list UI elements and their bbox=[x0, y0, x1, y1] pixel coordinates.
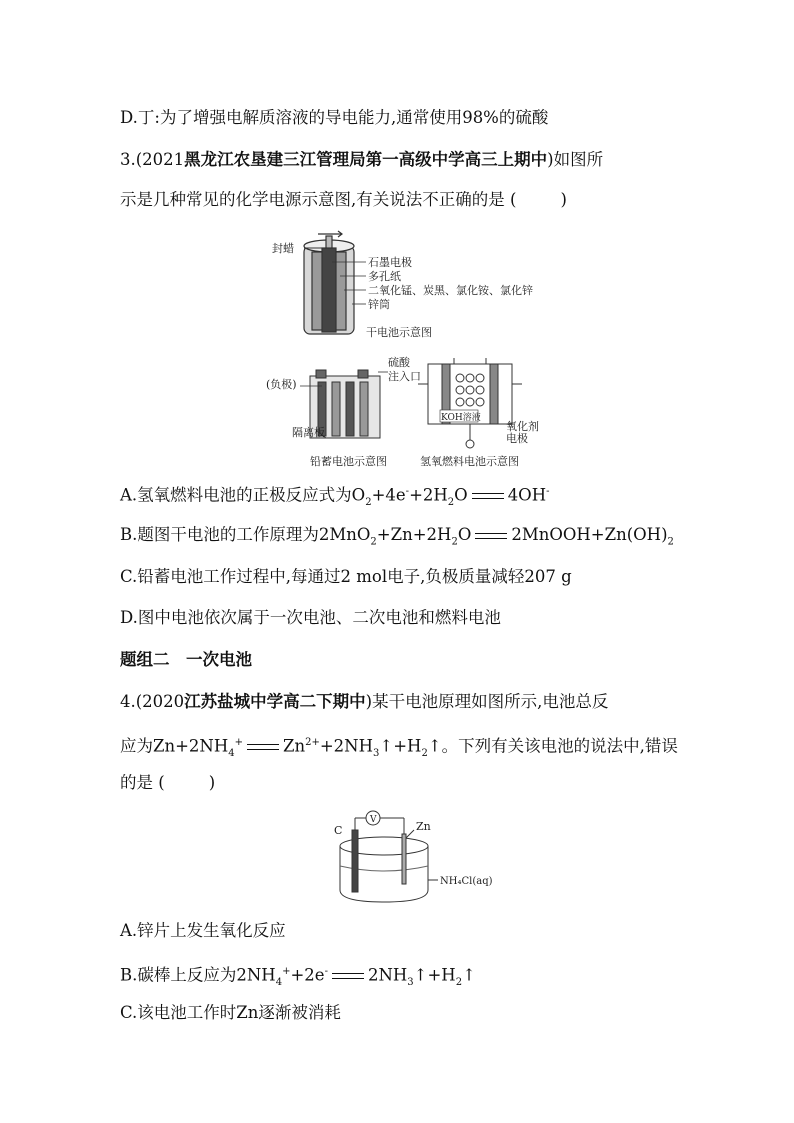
fuel-cell-oxidant-label-2: 电极 bbox=[506, 432, 528, 445]
carbon-rod-label: C bbox=[334, 824, 343, 837]
lead-acid-separator-label: 隔离板 bbox=[292, 426, 325, 439]
lead-acid-acid-label-2: 注入口 bbox=[388, 370, 421, 383]
equals-sign bbox=[475, 533, 507, 539]
question-3-option-a: A.氢氧燃料电池的正极反应式为$O_2+4e^-+2H_2O$ 4OH- bbox=[120, 485, 550, 508]
dry-cell-porous-label: 多孔纸 bbox=[368, 270, 401, 283]
fuel-cell-figure bbox=[414, 354, 544, 470]
zinc-label: Zn bbox=[416, 820, 431, 833]
dry-cell-paste-label: 二氧化锰、炭黑、氯化铵、氯化锌 bbox=[368, 284, 533, 297]
fuel-cell-oxidant-label-1: 氧化剂 bbox=[506, 420, 539, 433]
question-4-option-c: C.该电池工作时Zn逐渐被消耗 bbox=[120, 1003, 341, 1022]
option-d-prev: D.丁:为了增强电解质溶液的导电能力,通常使用98%的硫酸 bbox=[120, 108, 549, 127]
lead-acid-acid-label-1: 硫酸 bbox=[388, 356, 410, 369]
dry-cell-caption: 干电池示意图 bbox=[366, 326, 432, 339]
question-3-source: 黑龙江农垦建三江管理局第一高级中学高三上期中 bbox=[184, 150, 548, 169]
question-4-line2: 应为$Zn+2NH_4^+$ $Zn^{2+}+2NH_3↑+H_2↑$。下列有关该电池的说法中,错误 bbox=[120, 736, 678, 759]
question-3-option-d: D.图中电池依次属于一次电池、二次电池和燃料电池 bbox=[120, 608, 501, 627]
equals-sign bbox=[247, 744, 279, 750]
equals-sign bbox=[472, 493, 504, 499]
fuel-cell-koh-label: KOH溶液 bbox=[441, 413, 481, 423]
question-3-line1: 3.(2021黑龙江农垦建三江管理局第一高级中学高三上期中)如图所 bbox=[120, 150, 604, 169]
dry-cell-graphite-label: 石墨电极 bbox=[368, 256, 412, 269]
question-3-line2: 示是几种常见的化学电源示意图,有关说法不正确的是 ( ) bbox=[120, 190, 567, 209]
question-4-line3: 的是 ( ) bbox=[120, 773, 216, 792]
lead-acid-caption: 铅蓄电池示意图 bbox=[310, 455, 387, 468]
dry-cell-zinc-label: 锌筒 bbox=[368, 298, 390, 311]
question-3-option-b: B.题图干电池的工作原理为$2MnO_2+Zn+2H_2O$ $2MnOOH+Zn(OH)_2$ bbox=[120, 525, 674, 548]
question-4-option-a: A.锌片上发生氧化反应 bbox=[120, 921, 286, 940]
nh4cl-cell-figure bbox=[322, 808, 502, 908]
lead-acid-figure bbox=[266, 354, 421, 470]
voltmeter-label: V bbox=[370, 815, 377, 825]
question-4-line1: 4.(2020江苏盐城中学高二下期中)某干电池原理如图所示,电池总反 bbox=[120, 692, 609, 711]
fuel-cell-caption: 氢氧燃料电池示意图 bbox=[420, 455, 519, 468]
question-3-option-c: C.铅蓄电池工作过程中,每通过2 mol电子,负极质量减轻207 g bbox=[120, 567, 572, 586]
dry-cell-figure bbox=[270, 228, 540, 346]
question-4-option-b: B.碳棒上反应为$2NH_4^++2e^-$ $2NH_3↑+H_2↑$ bbox=[120, 965, 476, 988]
group-2-heading: 题组二 一次电池 bbox=[120, 650, 252, 669]
equals-sign bbox=[332, 973, 364, 979]
dry-cell-seal-label: 封蜡 bbox=[272, 242, 294, 255]
nh4cl-label: NH₄Cl(aq) bbox=[440, 876, 493, 887]
question-4-source: 江苏盐城中学高二下期中 bbox=[184, 692, 366, 711]
lead-acid-negative-label: (负极) bbox=[266, 378, 297, 391]
